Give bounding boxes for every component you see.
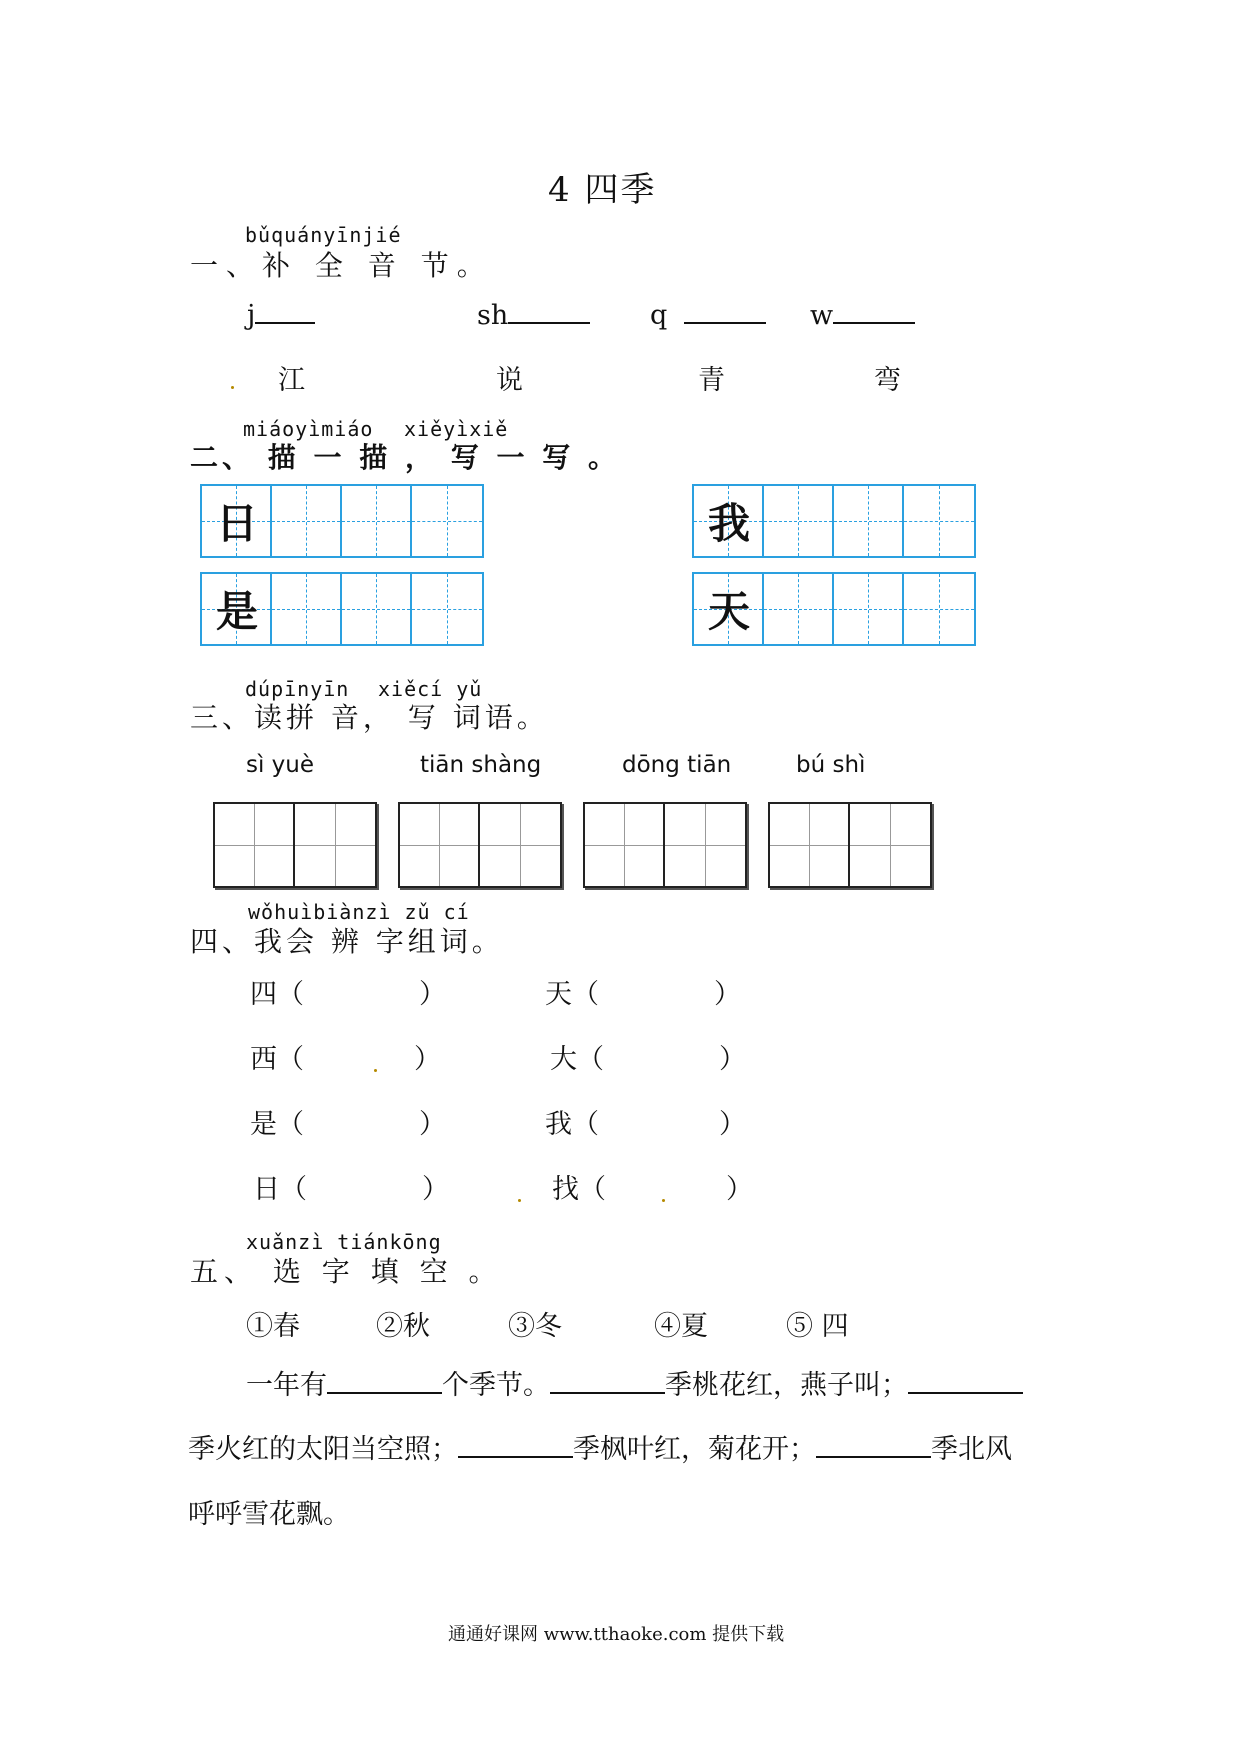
- group-item-left-2[interactable]: [250, 1037, 441, 1076]
- fill-text-segment: 一年有: [246, 1370, 327, 1401]
- open-paren: （: [280, 1174, 307, 1205]
- word-box-cell[interactable]: [400, 804, 480, 886]
- close-paren: ）: [422, 1174, 449, 1205]
- group-item-right-4[interactable]: [552, 1167, 753, 1206]
- word-box-cell[interactable]: [295, 804, 375, 886]
- tianzige-row-tian[interactable]: [692, 572, 976, 646]
- option-2: ②秋: [376, 1311, 430, 1342]
- group-item-right-2[interactable]: [550, 1037, 746, 1076]
- tianzige-row-shi[interactable]: [200, 572, 484, 646]
- group-item-right-3[interactable]: [545, 1102, 746, 1141]
- fill-text-segment: 季北风: [931, 1434, 1012, 1465]
- char-wan: 弯: [874, 365, 901, 396]
- tianzige-cell[interactable]: [412, 486, 482, 556]
- footer-note: 通通好课网 www.tthaoke.com 提供下载: [448, 1624, 785, 1645]
- char-shuo: 说: [496, 365, 523, 396]
- word-box-3[interactable]: [583, 802, 747, 888]
- group-char: 四: [250, 979, 277, 1010]
- option-3: ③冬: [508, 1311, 562, 1342]
- section-3-pinyin-1: dúpīnyīn: [245, 677, 350, 701]
- section-2-pinyin-2: xiěyìxiě: [404, 417, 509, 441]
- tianzige-model-char: 日: [215, 499, 258, 548]
- section-5-heading: 五、 选 字 填 空 。: [190, 1255, 503, 1288]
- group-char: 西: [250, 1044, 277, 1075]
- tianzige-cell[interactable]: [764, 486, 834, 556]
- section-1-heading: 一、补 全 音 节。: [190, 249, 493, 282]
- word-box-cell[interactable]: [770, 804, 850, 886]
- blank-4-prefix: w: [810, 300, 834, 331]
- tianzige-cell[interactable]: [834, 574, 904, 644]
- fill-text-segment: 季枫叶红，菊花开；: [573, 1434, 816, 1465]
- group-char: 大: [550, 1044, 577, 1075]
- close-paren: ）: [719, 1044, 746, 1075]
- word-pinyin-2: tiān shàng: [420, 752, 542, 778]
- open-paren: （: [277, 1044, 304, 1075]
- option-4: ④夏: [654, 1311, 708, 1342]
- section-3-pinyin-2: xiěcí yǔ: [378, 677, 483, 701]
- blank-2-line[interactable]: [508, 296, 590, 324]
- open-paren: （: [277, 979, 304, 1010]
- word-pinyin-4: bú shì: [796, 752, 866, 778]
- section-1-pinyin: bǔquányīnjié: [245, 223, 402, 247]
- group-char: 找: [552, 1174, 579, 1205]
- speck: [231, 386, 234, 389]
- tianzige-cell[interactable]: [694, 486, 764, 556]
- tianzige-cell[interactable]: [412, 574, 482, 644]
- tianzige-model-char: 天: [707, 587, 750, 636]
- char-jiang: 江: [278, 365, 305, 396]
- tianzige-row-wo[interactable]: [692, 484, 976, 558]
- section-4-heading: 四、我会 辨 字组词。: [190, 925, 504, 958]
- close-paren: ）: [714, 979, 741, 1010]
- tianzige-cell[interactable]: [202, 486, 272, 556]
- section-3-heading: 三、读拼 音， 写 词语。: [190, 701, 549, 734]
- tianzige-cell[interactable]: [834, 486, 904, 556]
- speck: [662, 1199, 665, 1202]
- section-2-heading: 二、 描 一 描 ， 写 一 写 。: [190, 441, 620, 474]
- word-box-cell[interactable]: [215, 804, 295, 886]
- fill-blank-5[interactable]: [816, 1434, 931, 1458]
- tianzige-cell[interactable]: [694, 574, 764, 644]
- blank-4-line[interactable]: [833, 296, 915, 324]
- group-char: 我: [545, 1109, 572, 1140]
- close-paren: ）: [726, 1174, 753, 1205]
- blank-3[interactable]: [650, 296, 766, 331]
- tianzige-model-char: 我: [707, 499, 750, 548]
- word-pinyin-1: sì yuè: [246, 752, 315, 778]
- close-paren: ）: [719, 1109, 746, 1140]
- page-title: 4 四季: [548, 170, 657, 210]
- blank-1-line[interactable]: [255, 296, 315, 324]
- word-box-cell[interactable]: [850, 804, 930, 886]
- close-paren: ）: [419, 979, 446, 1010]
- group-item-left-4[interactable]: [253, 1167, 449, 1206]
- tianzige-cell[interactable]: [764, 574, 834, 644]
- word-pinyin-3: dōng tiān: [622, 752, 732, 778]
- speck: [374, 1069, 377, 1072]
- section-4-pinyin: wǒhuìbiànzì zǔ cí: [248, 900, 470, 924]
- section-2-pinyin-1: miáoyìmiáo: [243, 417, 374, 441]
- section-5-pinyin: xuǎnzì tiánkōng: [246, 1230, 442, 1254]
- fill-text-line-2: [188, 1418, 1012, 1482]
- tianzige-cell[interactable]: [202, 574, 272, 644]
- fill-blank-4[interactable]: [458, 1434, 573, 1458]
- tianzige-model-char: 是: [215, 587, 258, 636]
- option-5: ⑤ 四: [786, 1311, 849, 1342]
- group-item-right-1[interactable]: [545, 972, 741, 1011]
- word-box-2[interactable]: [398, 802, 562, 888]
- group-char: 天: [545, 979, 572, 1010]
- open-paren: （: [277, 1109, 304, 1140]
- group-char: 是: [250, 1109, 277, 1140]
- word-box-cell[interactable]: [480, 804, 560, 886]
- fill-text-line-3: 呼呼雪花飘。: [188, 1499, 350, 1530]
- fill-blank-3[interactable]: [908, 1370, 1023, 1394]
- open-paren: （: [572, 1109, 599, 1140]
- fill-text-segment: 个季节。: [442, 1370, 550, 1401]
- open-paren: （: [577, 1044, 604, 1075]
- close-paren: ）: [419, 1109, 446, 1140]
- tianzige-cell[interactable]: [342, 486, 412, 556]
- tianzige-row-ri[interactable]: [200, 484, 484, 558]
- blank-2[interactable]: [477, 296, 590, 331]
- open-paren: （: [579, 1174, 606, 1205]
- tianzige-cell[interactable]: [272, 574, 342, 644]
- close-paren: ）: [414, 1044, 441, 1075]
- word-box-cell[interactable]: [585, 804, 665, 886]
- option-1: ①春: [246, 1311, 300, 1342]
- word-box-cell[interactable]: [665, 804, 745, 886]
- open-paren: （: [572, 979, 599, 1010]
- group-item-left-1[interactable]: [250, 972, 446, 1011]
- blank-1-prefix: j: [247, 300, 256, 331]
- tianzige-cell[interactable]: [904, 486, 974, 556]
- blank-1[interactable]: [247, 296, 315, 331]
- fill-text-segment: 季桃花红，燕子叫；: [665, 1370, 908, 1401]
- blank-3-line[interactable]: [684, 296, 766, 324]
- tianzige-cell[interactable]: [904, 574, 974, 644]
- fill-blank-1[interactable]: [327, 1370, 442, 1394]
- fill-text-line-1: [246, 1354, 1023, 1418]
- blank-3-prefix: q: [650, 300, 668, 331]
- speck: [518, 1199, 521, 1202]
- tianzige-cell[interactable]: [342, 574, 412, 644]
- group-item-left-3[interactable]: [250, 1102, 446, 1141]
- blank-2-prefix: sh: [477, 300, 509, 331]
- fill-blank-2[interactable]: [550, 1370, 665, 1394]
- tianzige-cell[interactable]: [272, 486, 342, 556]
- word-box-1[interactable]: [213, 802, 377, 888]
- char-qing: 青: [698, 365, 725, 396]
- word-box-4[interactable]: [768, 802, 932, 888]
- group-char: 日: [253, 1174, 280, 1205]
- fill-text-segment: 季火红的太阳当空照；: [188, 1434, 458, 1465]
- blank-4[interactable]: [810, 296, 915, 331]
